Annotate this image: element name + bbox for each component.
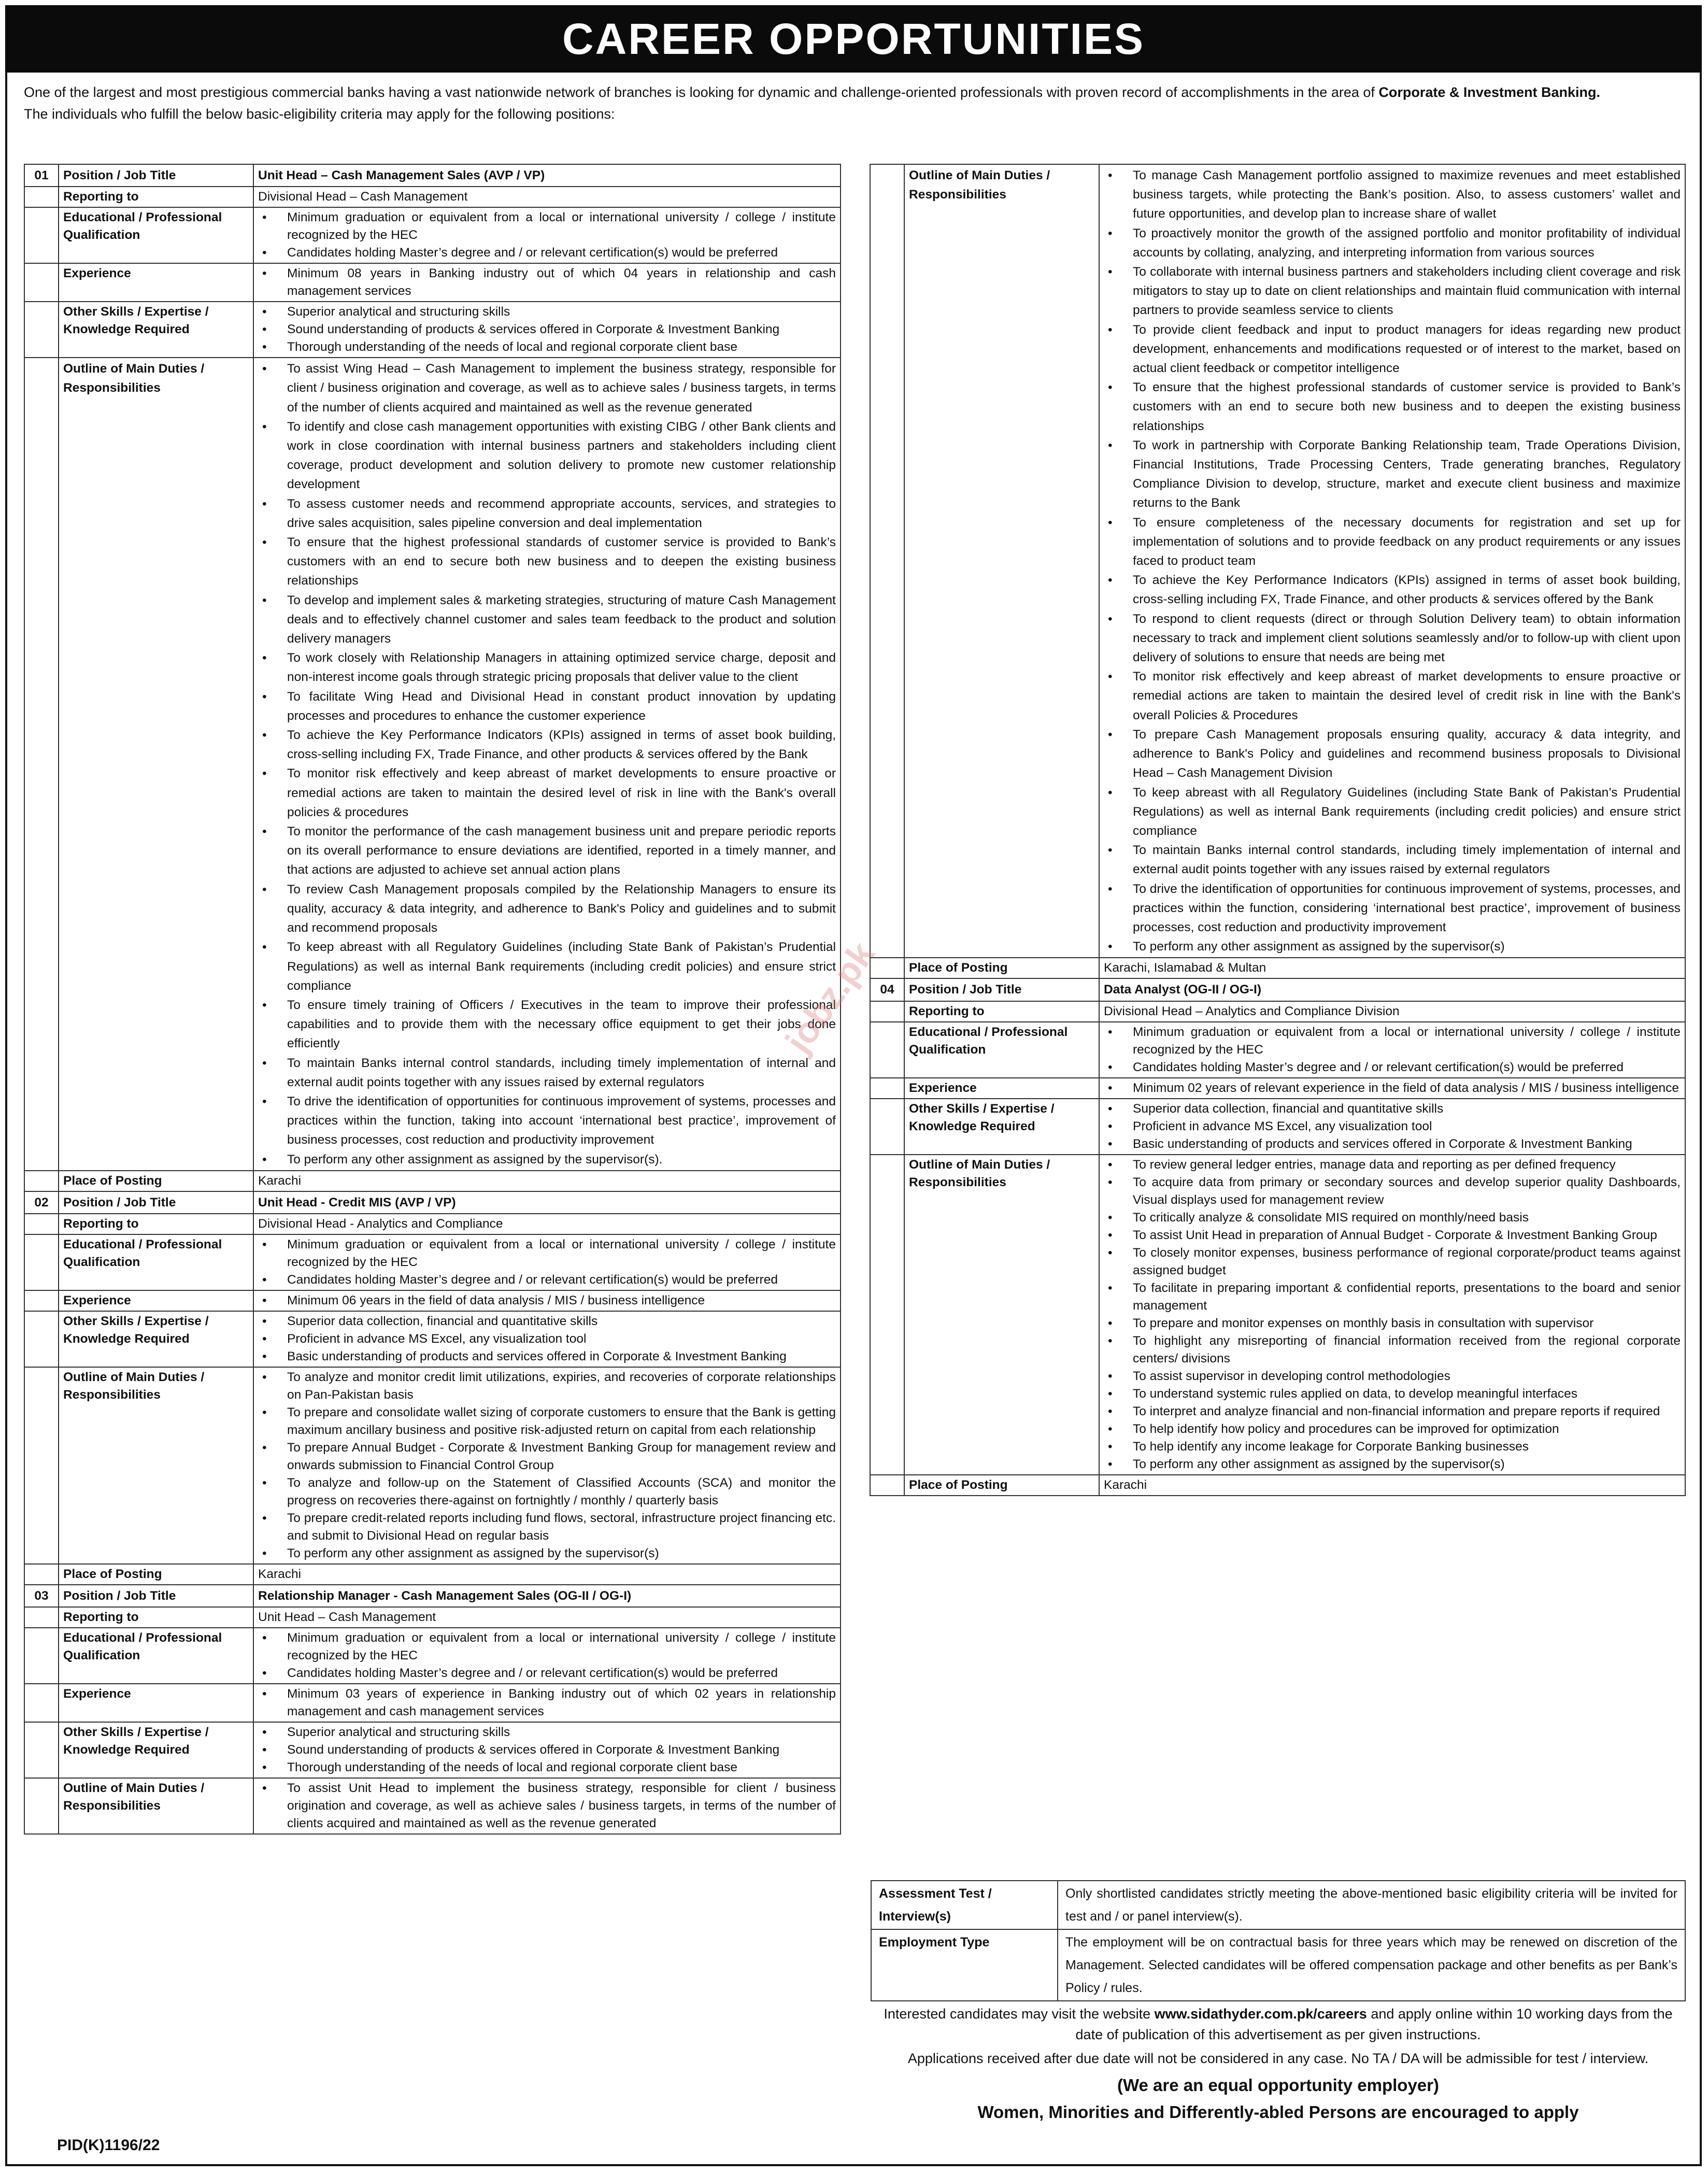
bullet-item: • To prepare and consolidate wallet sizing of corporate customers to ensure that the Bank is getting maximum ancillary business and positive risk-adjusted return on capital from each relationship: [287, 1404, 836, 1439]
field-label: Position / Job Title: [59, 1585, 253, 1607]
employment-row: [871, 1929, 1685, 2001]
job-number: [24, 1628, 59, 1684]
bullet-item: • To closely monitor expenses, business performance of regional corporate/product teams against assigned budget: [1133, 1244, 1681, 1280]
bullet-item: • To prepare Annual Budget - Corporate & Investment Banking Group for management review and onwards submission to Financial Control Group: [287, 1439, 836, 1474]
bullet-item: • To perform any other assignment as assigned by the supervisor(s).: [287, 1150, 836, 1169]
duties-row: [24, 1367, 841, 1564]
field-label: Experience: [59, 1684, 253, 1722]
skills-row: [24, 302, 841, 358]
bullet-item: • To review Cash Management proposals compiled by the Relationship Managers to ensure its quality, accuracy & data integrity, and adherence to Bank's Policy and guidelines and to submit and recommend proposals: [287, 880, 836, 938]
field-label: Position / Job Title: [59, 1191, 253, 1214]
field-label: Reporting to: [59, 187, 253, 207]
field-label: Educational / Professional Qualification: [59, 207, 253, 263]
job-number: [870, 1475, 904, 1496]
field-value: Unit Head – Cash Management: [253, 1607, 841, 1628]
experience-row: [24, 263, 841, 302]
bullet-item: • To critically analyze & consolidate MIS required on monthly/need basis: [1133, 1209, 1681, 1227]
apply-instructions: [871, 2003, 1686, 2045]
field-label: Experience: [59, 1290, 253, 1311]
field-value: [253, 1311, 841, 1367]
reporting-row: [24, 187, 841, 207]
bullet-item: • To review general ledger entries, manage data and reporting as per defined frequency: [1133, 1156, 1681, 1174]
bullet-item: • To ensure that the highest professional standards of customer service is provided to Bank’s customers with an end to secure both new business and to deepen the existing business relationships: [287, 533, 836, 591]
bullet-list: [1104, 1100, 1681, 1153]
intro-text: One of the largest and most prestigious commercial banks having a vast nationwide network of branches is looking for dynamic and challenge-oriented professionals with proven record of accomplishments in the area of: [24, 84, 1375, 100]
assessment-row: [871, 1881, 1685, 1929]
job-number: 03: [24, 1585, 59, 1607]
bullet-list: [258, 1724, 836, 1776]
job-title-row: [870, 978, 1685, 1001]
job-title-row: [24, 164, 841, 187]
bullet-item: • To perform any other assignment as assigned by the supervisor(s): [287, 1545, 836, 1562]
bullet-item: • To analyze and monitor credit limit utilizations, expiries, and recoveries of corporate relationships on Pan-Pakistan basis: [287, 1369, 836, 1404]
bullet-item: • Superior data collection, financial and quantitative skills: [287, 1313, 836, 1330]
bullet-item: • To facilitate in preparing important & confidential reports, presentations to the board and senior management: [1133, 1280, 1681, 1315]
job-number: [870, 1078, 904, 1099]
bullet-item: • To develop and implement sales & marketing strategies, structuring of mature Cash Management deals and to effectively channel customer and sales team feedback to the product and solution delivery managers: [287, 591, 836, 649]
field-label: Other Skills / Expertise / Knowledge Required: [904, 1099, 1099, 1155]
bullet-list: [258, 1629, 836, 1682]
duties-row: [870, 1155, 1685, 1475]
bullet-item: • Minimum graduation or equivalent from a local or international university / college / institute recognized by the HEC: [287, 1629, 836, 1665]
pid-code: PID(K)1196/22: [57, 2137, 160, 2154]
field-value: [253, 1367, 841, 1564]
posting-row: [870, 1475, 1685, 1496]
bullet-item: • Candidates holding Master’s degree and / or relevant certification(s) would be preferred: [287, 1665, 836, 1682]
bullet-item: • To facilitate Wing Head and Divisional Head in constant product innovation by updating processes and procedures to enhance the customer experience: [287, 687, 836, 726]
job-number: [24, 207, 59, 263]
job-number: 02: [24, 1191, 59, 1214]
bullet-item: • To ensure completeness of the necessary documents for registration and set up for implementation of solutions and to provide feedback on any product requirements or any issues faced to product team: [1133, 513, 1681, 571]
late-notice: Applications received after due date will not be considered in any case. No TA / DA will be admissible for test / interview.: [907, 2051, 1649, 2066]
bullet-item: • Minimum graduation or equivalent from a local or international university / college / institute recognized by the HEC: [287, 1236, 836, 1271]
bullet-item: • To assess customer needs and recommend appropriate accounts, services, and strategies to drive sales acquisition, sales pipeline conversion and deal implementation: [287, 494, 836, 533]
bullet-item: • Basic understanding of products and services offered in Corporate & Investment Banking: [1133, 1135, 1681, 1153]
job-number: 01: [24, 164, 59, 187]
bullet-item: • To work in partnership with Corporate Banking Relationship team, Trade Operations Division, Financial Institutions, Trade Processing Centers, Trade generating branches, Regulatory Compliance Division to develop, structure, market and execute client business and maximize returns to the Bank: [1133, 436, 1681, 513]
job-title-row: [24, 1191, 841, 1214]
bullet-item: • Thorough understanding of the needs of local and regional corporate client base: [287, 338, 836, 356]
bullet-item: • Minimum 08 years in Banking industry out of which 04 years in relationship and cash management services: [287, 265, 836, 300]
bullet-item: • To monitor risk effectively and keep abreast of market developments to ensure proactive or remedial actions are taken to maintain the desired level of risk in line with the Bank's overall policies & procedures: [287, 764, 836, 822]
bullet-item: • Candidates holding Master’s degree and / or relevant certification(s) would be preferred: [1133, 1059, 1681, 1076]
employment-label: Employment Type: [871, 1929, 1058, 2001]
bullet-item: • Minimum 06 years in the field of data analysis / MIS / business intelligence: [287, 1292, 836, 1310]
reporting-row: [870, 1001, 1685, 1022]
field-label: Place of Posting: [904, 958, 1099, 978]
website-link[interactable]: www.sidathyder.com.pk/careers: [1154, 2006, 1367, 2022]
bullet-item: • To ensure that the highest professional standards of customer service is provided to Bank’s customers with an end to secure both new business and to deepen the existing business relationships: [1133, 378, 1681, 436]
field-label: Other Skills / Expertise / Knowledge Required: [59, 1311, 253, 1367]
posting-row: [24, 1171, 841, 1191]
field-value: [253, 1290, 841, 1311]
posting-row: [24, 1564, 841, 1585]
bullet-item: • To ensure timely training of Officers / Executives in the team to improve their professional capabilities and to provide them with the necessary office equipment to get their jobs done efficiently: [287, 996, 836, 1054]
skills-row: [870, 1099, 1685, 1155]
posting-row: [870, 958, 1685, 978]
bullet-item: • To drive the identification of opportunities for continuous improvement of systems, processes, and practices within the function, considering ‘international best practice’, improvement of business processes, cost reduction and productivity improvement: [1133, 879, 1681, 937]
bullet-item: • To perform any other assignment as assigned by the supervisor(s): [1133, 937, 1681, 956]
experience-row: [24, 1290, 841, 1311]
job-number: [24, 302, 59, 358]
bullet-item: • Minimum 03 years of experience in Banking industry out of which 02 years in relationship management and cash management services: [287, 1685, 836, 1721]
job-number: [24, 358, 59, 1171]
bullet-list: [258, 1292, 836, 1310]
job-number: [24, 1722, 59, 1778]
field-label: Educational / Professional Qualification: [59, 1628, 253, 1684]
skills-row: [24, 1311, 841, 1367]
bullet-item: • To assist Wing Head – Cash Management to implement the business strategy, responsible for client / business origination and coverage, as well as to achieve sales / business targets, in terms of the number of clients acquired and maintained as well as the revenue generated: [287, 359, 836, 417]
bullet-item: • Sound understanding of products & services offered in Corporate & Investment Banking: [287, 1741, 836, 1759]
right-column: [870, 164, 1686, 1496]
bullet-list: [258, 265, 836, 300]
bullet-item: • To identify and close cash management opportunities with existing CIBG / other Bank clients and work in close coordination with internal business partners and stakeholders including client coverage, product development and solution delivery to promote new customer relationship development: [287, 417, 836, 494]
bullet-item: • To prepare credit-related reports including fund flows, sectoral, infrastructure project financing etc. and submit to Divisional Head on regular basis: [287, 1510, 836, 1545]
bullet-item: • Proficient in advance MS Excel, any visualization tool: [287, 1330, 836, 1348]
field-label: Position / Job Title: [59, 164, 253, 187]
duties-row: [24, 1778, 841, 1834]
bullet-item: • Superior data collection, financial and quantitative skills: [1133, 1100, 1681, 1118]
job-number: [24, 263, 59, 302]
bullet-item: • Proficient in advance MS Excel, any visualization tool: [1133, 1118, 1681, 1135]
bullet-item: • To assist Unit Head to implement the business strategy, responsible for client / business origination and coverage, as well as achieve sales / business targets, in terms of the number of clients acquired and maintained as well as the revenue generated: [287, 1780, 836, 1832]
encouragement: Women, Minorities and Differently-abled Persons are encouraged to apply: [977, 2102, 1579, 2122]
field-value: [253, 1778, 841, 1834]
bullet-list: [1104, 1156, 1681, 1473]
bullet-item: • To maintain Banks internal control standards, including timely implementation of internal and external audit points together with any issues raised by external regulators: [287, 1054, 836, 1092]
field-label: Educational / Professional Qualification: [59, 1234, 253, 1290]
bullet-item: • To collaborate with internal business partners and stakeholders including client coverage and risk mitigators to stay up to date on client relationships and maintain fluid communication with internal partners to provide seamless service to clients: [1133, 262, 1681, 320]
reporting-row: [24, 1607, 841, 1628]
bullet-item: • To keep abreast with all Regulatory Guidelines (including State Bank of Pakistan’s Prudential Regulations) as well as internal Bank requirements (including credit policies) and ensure strict compliance: [1133, 783, 1681, 841]
bullet-item: • To drive the identification of opportunities for continuous improvement of systems, processes and practices within the function, taking into account ‘international best practice’, improvement of business processes, cost reduction and productivity improvement: [287, 1092, 836, 1150]
field-value: [253, 1628, 841, 1684]
bullet-list: [258, 1780, 836, 1832]
bullet-item: • Minimum graduation or equivalent from a local or international university / college / institute recognized by the HEC: [1133, 1023, 1681, 1059]
job-number: [24, 187, 59, 207]
field-value: Divisional Head – Analytics and Compliance Division: [1099, 1001, 1685, 1022]
reporting-row: [24, 1214, 841, 1234]
bullet-item: • Thorough understanding of the needs of local and regional corporate client base: [287, 1759, 836, 1776]
education-row: [24, 1628, 841, 1684]
equal-opportunity: (We are an equal opportunity employer): [1117, 2076, 1439, 2095]
job-number: [870, 1022, 904, 1078]
bullet-item: • To maintain Banks internal control standards, including timely implementation of internal and external audit points together with any issues raised by external regulators: [1133, 841, 1681, 879]
field-label: Outline of Main Duties / Responsibilities: [904, 1155, 1099, 1475]
bullet-item: • Candidates holding Master’s degree and / or relevant certification(s) would be preferred: [287, 1271, 836, 1289]
field-label: Other Skills / Expertise / Knowledge Required: [59, 302, 253, 358]
bullet-item: • To understand systemic rules applied on data, to develop meaningful interfaces: [1133, 1385, 1681, 1403]
bullet-list: [258, 1313, 836, 1366]
job-number: [24, 1171, 59, 1191]
bullet-item: • Minimum graduation or equivalent from a local or international university / college / institute recognized by the HEC: [287, 209, 836, 244]
bullet-item: • To monitor the performance of the cash management business unit and prepare periodic reports on its overall performance to ensure deviations are identified, reported in a timely manner, and that actions are adjusted to achieve set annual action plans: [287, 822, 836, 880]
field-label: Place of Posting: [904, 1475, 1099, 1496]
bullet-item: • To prepare Cash Management proposals ensuring quality, accuracy & data integrity, and adherence to Bank's Policy and guidelines and recommend business proposals to Divisional Head – Cash Management Division: [1133, 725, 1681, 783]
intro-paragraph: [24, 83, 1692, 102]
bullet-list: [258, 209, 836, 262]
bullet-item: • To keep abreast with all Regulatory Guidelines (including State Bank of Pakistan’s Prudential Regulations) as well as internal Bank requirements (including credit policies) and ensure strict compliance: [287, 937, 836, 996]
experience-row: [24, 1684, 841, 1722]
bullet-item: • Minimum 02 years of relevant experience in the field of data analysis / MIS / business intelligence: [1133, 1079, 1681, 1097]
bullet-item: • To work closely with Relationship Managers in attaining optimized service charge, deposit and non-interest income goals through strategic pricing proposals that deliver value to the client: [287, 648, 836, 687]
bullet-list: [1104, 166, 1681, 956]
field-value: [1099, 1099, 1685, 1155]
field-value: [253, 302, 841, 358]
field-value: Karachi: [1099, 1475, 1685, 1496]
bullet-item: • To prepare and monitor expenses on monthly basis in consultation with supervisor: [1133, 1315, 1681, 1332]
bullet-list: [1104, 1023, 1681, 1076]
field-value: Divisional Head - Analytics and Compliance: [253, 1214, 841, 1234]
bullet-list: [258, 359, 836, 1169]
duties-row: [24, 358, 841, 1171]
field-value: Karachi, Islamabad & Multan: [1099, 958, 1685, 978]
skills-row: [24, 1722, 841, 1778]
bullet-item: • Superior analytical and structuring skills: [287, 303, 836, 321]
experience-row: [870, 1078, 1685, 1099]
bullet-item: • To help identify any income leakage for Corporate Banking businesses: [1133, 1438, 1681, 1456]
bullet-item: • To acquire data from primary or secondary sources and develop superior quality Dashboards, Visual displays used for management review: [1133, 1174, 1681, 1209]
bullet-item: • Sound understanding of products & services offered in Corporate & Investment Banking: [287, 321, 836, 338]
bullet-list: [258, 1236, 836, 1289]
job-number: [24, 1234, 59, 1290]
bullet-item: • To provide client feedback and input to product managers for ideas regarding new product development, enhancements and modifications requested or of interest to the market, based on actual client feedback or competitor intelligence: [1133, 320, 1681, 378]
assessment-label: Assessment Test / Interview(s): [871, 1881, 1058, 1929]
field-value: Karachi: [253, 1564, 841, 1585]
job-number: [870, 1001, 904, 1022]
bullet-item: • To analyze and follow-up on the Statement of Classified Accounts (SCA) and monitor the progress on recoveries there-against on fortnightly / monthly / quarterly basis: [287, 1474, 836, 1510]
field-label: Place of Posting: [59, 1564, 253, 1585]
bullet-item: • Candidates holding Master’s degree and / or relevant certification(s) would be preferred: [287, 244, 836, 262]
job-number: [870, 164, 904, 958]
field-value: Karachi: [253, 1171, 841, 1191]
field-label: Position / Job Title: [904, 978, 1099, 1001]
field-value: [253, 1234, 841, 1290]
field-value: Data Analyst (OG-II / OG-I): [1099, 978, 1685, 1001]
field-label: Outline of Main Duties / Responsibilities: [904, 164, 1099, 958]
apply-pre: Interested candidates may visit the website: [884, 2006, 1151, 2022]
field-value: [253, 207, 841, 263]
duties-row: [870, 164, 1685, 958]
apply-post: and apply online within 10 working days from the date of publication of this advertisement as per given instructions.: [1075, 2006, 1673, 2042]
field-value: Relationship Manager - Cash Management Sales (OG-II / OG-I): [253, 1585, 841, 1607]
bullet-list: [258, 303, 836, 356]
field-label: Outline of Main Duties / Responsibilities: [59, 1367, 253, 1564]
field-label: Reporting to: [59, 1607, 253, 1628]
page-title-text: CAREER OPPORTUNITIES: [562, 14, 1145, 63]
job-number: [870, 1099, 904, 1155]
bullet-item: • Basic understanding of products and services offered in Corporate & Investment Banking: [287, 1348, 836, 1366]
job-number: [24, 1214, 59, 1234]
page-title: [5, 5, 1702, 73]
bullet-item: • Superior analytical and structuring skills: [287, 1724, 836, 1741]
watermark: jobz.pk: [777, 934, 883, 1060]
intro-eligibility: The individuals who fulfill the below basic-eligibility criteria may apply for the following positions:: [24, 106, 615, 122]
field-value: [1099, 1155, 1685, 1475]
field-value: [1099, 1078, 1685, 1099]
field-label: Educational / Professional Qualification: [904, 1022, 1099, 1078]
job-number: [24, 1311, 59, 1367]
bullet-item: • To interpret and analyze financial and non-financial information and prepare reports if required: [1133, 1403, 1681, 1420]
field-label: Outline of Main Duties / Responsibilities: [59, 1778, 253, 1834]
education-row: [24, 1234, 841, 1290]
jobs-table-right: [870, 164, 1686, 1496]
job-number: 04: [870, 978, 904, 1001]
field-value: [253, 263, 841, 302]
education-row: [870, 1022, 1685, 1078]
bullet-item: • To achieve the Key Performance Indicators (KPIs) assigned in terms of asset book building, cross-selling including FX, Trade Finance, and other products & services offered by the Bank: [1133, 571, 1681, 609]
job-title-row: [24, 1585, 841, 1607]
job-number: [870, 1155, 904, 1475]
field-value: [253, 1684, 841, 1722]
field-label: Reporting to: [59, 1214, 253, 1234]
intro-bold: Corporate & Investment Banking.: [1378, 84, 1600, 100]
bullet-item: • To achieve the Key Performance Indicators (KPIs) assigned in terms of asset book building, cross-selling including FX, Trade Finance, and other products & services offered by the Bank: [287, 726, 836, 764]
assessment-text: Only shortlisted candidates strictly meeting the above-mentioned basic eligibility criteria will be invited for test and / or panel interview(s).: [1058, 1881, 1685, 1929]
bullet-item: • To manage Cash Management portfolio assigned to maximize revenues and meet established business targets, while protecting the Bank’s position. Also, to assess customers’ wallet and future opportunities, and develop plan to increase share of wallet: [1133, 166, 1681, 224]
field-label: Experience: [904, 1078, 1099, 1099]
field-label: Place of Posting: [59, 1171, 253, 1191]
intro: [24, 83, 1692, 126]
job-number: [24, 1684, 59, 1722]
bullet-item: • To proactively monitor the growth of the assigned portfolio and monitor profitability of individual accounts by collating, analyzing, and interpreting information from various sources: [1133, 224, 1681, 262]
bullet-list: [258, 1685, 836, 1721]
bullet-list: [258, 1369, 836, 1562]
bullet-item: • To assist Unit Head in preparation of Annual Budget - Corporate & Investment Banking Group: [1133, 1227, 1681, 1244]
jobs-table-left: [24, 164, 841, 1835]
field-value: [1099, 1022, 1685, 1078]
bullet-list: [1104, 1079, 1681, 1097]
employment-text: The employment will be on contractual basis for three years which may be renewed on discretion of the Management. Selected candidates will be offered compensation package and other benefits as per Bank’s Policy / rules.: [1058, 1929, 1685, 2001]
bullet-item: • To monitor risk effectively and keep abreast of market developments to ensure proactive or remedial actions are taken to maintain the desired level of credit risk in line with the Bank's overall Policies & Procedures: [1133, 667, 1681, 725]
job-number: [24, 1367, 59, 1564]
field-label: Experience: [59, 263, 253, 302]
footer: [871, 2003, 1686, 2126]
job-number: [24, 1564, 59, 1585]
education-row: [24, 207, 841, 263]
field-value: [253, 1722, 841, 1778]
terms-table: [871, 1880, 1686, 2001]
field-value: Unit Head – Cash Management Sales (AVP / VP): [253, 164, 841, 187]
field-value: Divisional Head – Cash Management: [253, 187, 841, 207]
field-value: [253, 358, 841, 1171]
bullet-item: • To perform any other assignment as assigned by the supervisor(s): [1133, 1456, 1681, 1473]
field-value: [1099, 164, 1685, 958]
field-label: Reporting to: [904, 1001, 1099, 1022]
field-label: Other Skills / Expertise / Knowledge Required: [59, 1722, 253, 1778]
bullet-item: • To assist supervisor in developing control methodologies: [1133, 1368, 1681, 1385]
job-number: [24, 1778, 59, 1834]
field-label: Outline of Main Duties / Responsibilities: [59, 358, 253, 1171]
bullet-item: • To help identify how policy and procedures can be improved for optimization: [1133, 1420, 1681, 1438]
bullet-item: • To respond to client requests (direct or through Solution Delivery team) to obtain information necessary to track and implement client solutions seamlessly and/or to follow-up with client upon delivery of solutions to ensure that needs are being met: [1133, 609, 1681, 667]
job-number: [24, 1290, 59, 1311]
bullet-item: • To highlight any misreporting of financial information received from the regional corporate centers/ divisions: [1133, 1332, 1681, 1368]
job-number: [24, 1607, 59, 1628]
field-value: Unit Head - Credit MIS (AVP / VP): [253, 1191, 841, 1214]
left-column: [24, 164, 841, 1835]
